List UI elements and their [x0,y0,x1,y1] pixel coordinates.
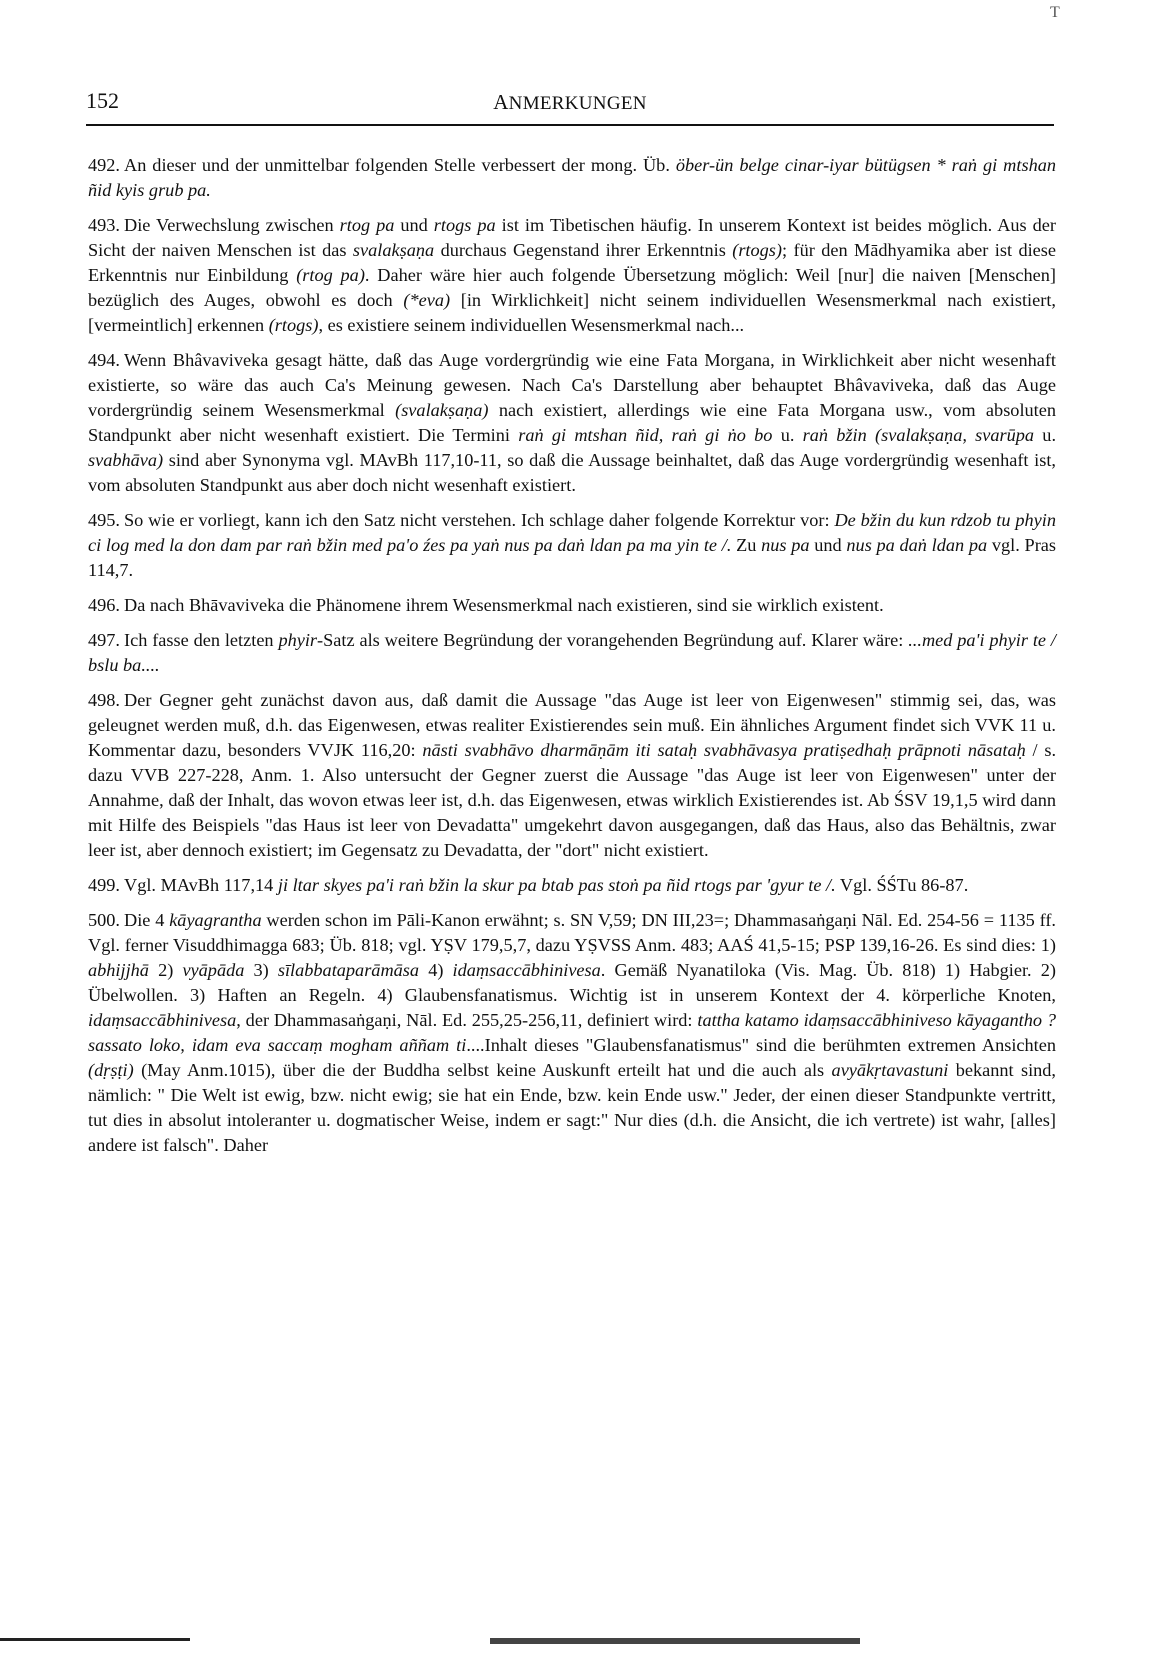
note-text-italic: (rtogs) [732,240,782,260]
note-text-italic: (rtogs) [268,315,319,335]
note-text: ....Inhalt dieses "Glaubensfanatismus" sind die berühmten extremen Ansichten [466,1035,1056,1055]
note-text: Wenn Bhâvaviveka gesagt hätte, daß das Auge vordergründig wie eine Fata Morgana, in Wirklichkeit aber nicht wesenhaft existierte, so wäre das auch Ca's Meinung gewesen. Nach Ca's Darstellung aber behauptet Bhâvaviveka, daß das Auge vordergründig seinem Wesensmerkmal [88,350,1056,420]
note-text-italic: ji ltar skyes pa'i raṅ bžin la skur pa btab pas stoṅ pa ñid rtogs par 'gyur te /. [277,875,836,895]
note-text: . Daher wäre hier auch folgende Übersetzung möglich: Weil [nur] die naiven [Menschen] bezüglich des Auges, obwohl es doch [88,265,1056,310]
note-text-italic: idaṃsaccābhinivesa [452,960,601,980]
note-text-italic: (rtog pa) [296,265,365,285]
footer-rule-right [490,1638,860,1644]
note-text: u. [772,425,803,445]
note-text-italic: svabhāva) [88,450,164,470]
note-text-italic: tattha katamo idaṃsaccābhiniveso kāyagantho ? sassato loko, idam eva saccaṃ mogham aññam ti [88,1010,1056,1055]
running-title-rest: NMERKUNGEN [508,93,647,114]
note-494 [88,348,1056,498]
note-text-italic: (*eva) [403,290,451,310]
note-number: 496. [88,595,120,615]
header-rule [86,124,1054,126]
page-number: 152 [86,88,119,113]
note-text: sind aber Synonyma vgl. MAvBh 117,10-11, so daß die Aussage beinhaltet, daß das Auge vordergründig wesenhaft ist, vom absoluten Standpunkt aus aber doch nicht wesenhaft existiert. [88,450,1056,495]
note-text-italic: kāyagrantha [169,910,262,930]
note-text-italic: abhijjhā [88,960,149,980]
note-text: So wie er vorliegt, kann ich den Satz nicht verstehen. Ich schlage daher folgende Korrektur vor: [124,510,835,530]
note-number: 493. [88,215,120,235]
note-text: Vgl. ŚŚTu 86-87. [835,875,969,895]
page-header [86,88,1054,122]
note-number: 497. [88,630,120,650]
running-title [86,90,1054,115]
note-498 [88,688,1056,863]
note-text: . Gemäß Nyanatiloka (Vis. Mag. Üb. 818) 1) Habgier. 2) Übelwollen. 3) Haften an Regeln. 4) Glaubensfanatismus. Wichtig ist in unserem Kontext der 4. körperliche Knoten, [88,960,1056,1005]
note-text: Da nach Bhāvaviveka die Phänomene ihrem Wesensmerkmal nach existieren, sind sie wirklich existent. [124,595,884,615]
note-text: Zu [731,535,762,555]
note-text: Die Verwechslung zwischen [124,215,340,235]
note-495 [88,508,1056,583]
note-text: Vgl. MAvBh 117,14 [124,875,278,895]
note-text-italic: avyākṛtavastuni [831,1060,949,1080]
note-text: vgl. Pras 114,7. [88,535,1057,580]
note-text-italic: rtogs pa [433,215,496,235]
note-text-italic: ...med pa'i phyir te / bslu ba.... [88,630,1056,675]
note-text: u. [1034,425,1057,445]
note-text: (May Anm.1015), über die der Buddha selbst keine Auskunft erteilt hat und die auch als [133,1060,832,1080]
note-text-italic: (svalakṣaṇa) [395,400,489,420]
note-number: 492. [88,155,120,175]
note-text-italic: raṅ bžin (svalakṣaṇa, svarūpa [802,425,1035,445]
note-499 [88,873,1056,898]
note-number: 494. [88,350,120,370]
note-493 [88,213,1056,338]
note-text-italic: raṅ gi mtshan ñid, raṅ gi ṅo bo [518,425,773,445]
note-text: An dieser und der unmittelbar folgenden Stelle verbessert der mong. Üb. [124,155,676,175]
note-number: 500. [88,910,120,930]
running-title-initial: A [493,90,509,114]
corner-mark: T [1050,4,1060,21]
note-text-italic: rtog pa [339,215,395,235]
note-text-italic: (dṛṣṭi) [88,1060,134,1080]
note-text-italic: De bžin du kun rdzob tu phyin ci log med la don dam par raṅ bžin med pa'o źes pa yaṅ nus pa daṅ ldan pa ma yin te /. [88,510,1056,555]
note-text-italic: vyāpāda [182,960,245,980]
note-492 [88,153,1056,203]
note-text-italic: phyir [278,630,318,650]
note-text: nach existiert, allerdings wie eine Fata Morgana usw., vom absoluten Standpunkt aber nicht wesenhaft existiert. Die Termini [88,400,1056,445]
note-text-italic: svalakṣaṇa [352,240,435,260]
note-text: [in Wirklichkeit] nicht seinem individuellen Wesensmerkmal nach existiert, [vermeintlich] erkennen [88,290,1056,335]
note-number: 495. [88,510,120,530]
note-text: ist im Tibetischen häufig. In unserem Kontext ist beides möglich. Aus der Sicht der naiven Menschen ist das [88,215,1057,260]
note-text: und [394,215,434,235]
note-text: Die 4 [124,910,170,930]
note-text: Ich fasse den letzten [124,630,279,650]
note-text: 2) [148,960,183,980]
note-text: ; für den Mādhyamika aber ist diese Erkenntnis nur Einbildung [88,240,1057,285]
note-text: 3) [244,960,278,980]
note-number: 498. [88,690,120,710]
note-text-italic: nus pa [761,535,810,555]
notes-list [88,153,1056,1168]
note-text-italic: sīlabbataparāmāsa [277,960,420,980]
note-text: durchaus Gegenstand ihrer Erkenntnis [434,240,733,260]
note-text: werden schon im Pāli-Kanon erwähnt; s. SN V,59; DN III,23=; Dhammasaṅgaṇi Nāl. Ed. 254-56 = 1135 ff. Vgl. ferner Visuddhimagga 683; Üb. 818; vgl. YṢV 179,5,7, dazu YṢVSS Anm. 483; AAŚ 41,5-15; PSP 139,16-26. Es sind dies: 1) [88,910,1057,955]
note-text: bekannt sind, nämlich: " Die Welt ist ewig, bzw. nicht ewig; sie hat ein Ende, bzw. kein Ende usw." Jeder, der einen dieser Standpunkte vertritt, tut dies in absolut intoleranter u. dogmatischer Weise, indem er sagt:" Nur dies (d.h. die Ansicht, die ich vertrete) ist wahr, [alles] andere ist falsch". Daher [88,1060,1057,1155]
note-text-italic: öber-ün belge cinar-iyar bütügsen * raṅ gi mtshan ñid kyis grub pa. [88,155,1056,200]
note-497 [88,628,1056,678]
note-text-italic: nus pa daṅ ldan pa [846,535,988,555]
note-text: Der Gegner geht zunächst davon aus, daß damit die Aussage "das Auge ist leer von Eigenwesen" stimmig sei, das, was geleugnet werden muß, d.h. das Eigenwesen, etwas realiter Existierendes sein muß. Ein ähnliches Argument findet sich VVK 11 u. Kommentar dazu, besonders VVJK 116,20: [88,690,1056,760]
note-text: 4) [419,960,453,980]
note-text: , es existiere seinem individuellen Wesensmerkmal nach... [318,315,745,335]
note-text: / s. dazu VVB 227-228, Anm. 1. Also untersucht der Gegner zuerst die Aussage "das Auge ist leer von Eigenwesen" unter der Annahme, daß der Inhalt, das wovon etwas leer ist, d.h. das Eigenwesen, etwas wirklich Existierendes ist. Ab ŚSV 19,1,5 wird dann mit Hilfe des Beispiels "das Haus ist leer von Devadatta" umgekehrt davon ausgegangen, daß das Haus, also das Behältnis, zwar leer ist, aber dennoch existiert; im Gegensatz zu Devadatta, der "dort" nicht existiert. [88,740,1057,860]
note-number: 499. [88,875,120,895]
note-text-italic: idaṃsaccābhinivesa [88,1010,237,1030]
note-text: , der Dhammasaṅgaṇi, Nāl. Ed. 255,25-256,11, definiert wird: [236,1010,698,1030]
note-496 [88,593,1056,618]
footer-rule-left [0,1638,190,1641]
note-text: -Satz als weitere Begründung der vorangehenden Begründung auf. Klarer wäre: [317,630,909,650]
note-text: und [809,535,847,555]
note-500 [88,908,1056,1158]
note-text-italic: nāsti svabhāvo dharmāṇām iti sataḥ svabhāvasya pratiṣedhaḥ prāpnoti nāsataḥ [422,740,1026,760]
